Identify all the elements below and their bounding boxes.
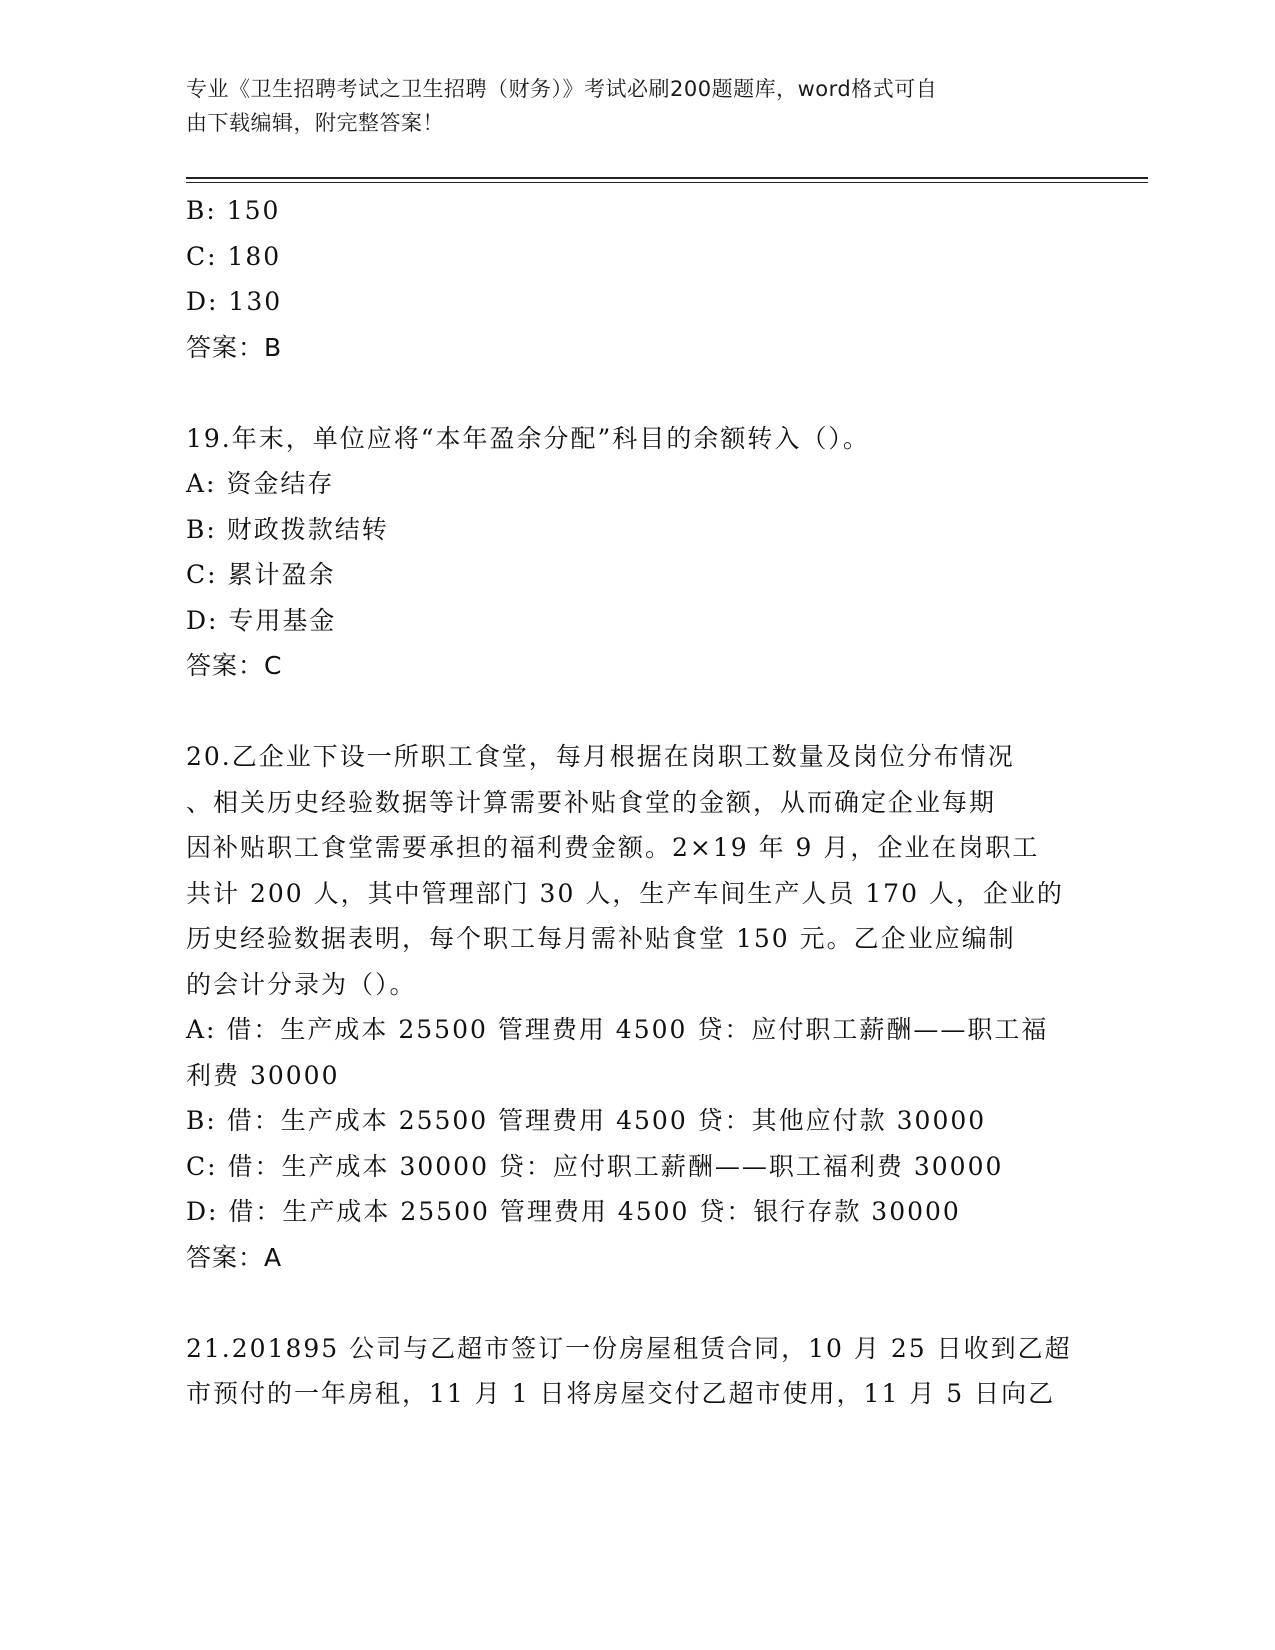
q20-option-b: B: 借：生产成本 25500 管理费用 4500 贷：其他应付款 30000 (186, 1106, 987, 1135)
q19-option-b: B: 财政拨款结转 (186, 514, 389, 544)
q20-option-a-line: A: 借：生产成本 25500 管理费用 4500 贷：应付职工薪酬——职工福 (186, 1015, 1049, 1044)
q18-option-d: D: 130 (186, 287, 283, 316)
q19-option-d: D: 专用基金 (186, 605, 337, 635)
document-body (186, 188, 1086, 1417)
q19-option-c: C: 累计盈余 (186, 560, 336, 589)
header-rule-thick (186, 177, 1148, 179)
q20-stem-line: 历史经验数据表明，每个职工每月需补贴食堂 150 元。乙企业应编制 (186, 924, 1016, 953)
q18-option-b: B: 150 (186, 196, 281, 225)
q20-stem-line: 因补贴职工食堂需要承担的福利费金额。2×19 年 9 月，企业在岗职工 (186, 833, 1040, 862)
spacer (186, 370, 1086, 416)
q20-stem-line: 共计 200 人，其中管理部门 30 人，生产车间生产人员 170 人，企业的 (186, 878, 1064, 908)
q19-answer: 答案：C (186, 651, 283, 680)
q20-option-a-line: 利费 30000 (186, 1060, 340, 1090)
q21-stem-line: 21.201895 公司与乙超市签订一份房屋租赁合同，10 月 25 日收到乙超 (186, 1333, 1072, 1363)
q18-answer: 答案：B (186, 332, 283, 362)
q18-option-c: C: 180 (186, 241, 282, 271)
header-line-1: 专业《卫生招聘考试之卫生招聘（财务）》考试必刷200题题库，word格式可自 (186, 77, 938, 101)
q20-answer: 答案：A (186, 1242, 283, 1272)
header-rule-thin (186, 182, 1148, 183)
q20-option-d: D: 借：生产成本 25500 管理费用 4500 贷：银行存款 30000 (186, 1197, 961, 1226)
spacer (186, 1280, 1086, 1326)
q19-stem: 19.年末，单位应将“本年盈余分配”科目的余额转入（）。 (186, 423, 870, 453)
document-header (186, 72, 1066, 140)
q19-option-a: A: 资金结存 (186, 469, 335, 498)
q20-option-c: C: 借：生产成本 30000 贷：应付职工薪酬——职工福利费 30000 (186, 1151, 1004, 1181)
spacer (186, 689, 1086, 735)
q20-stem-line: 的会计分录为（）。 (186, 969, 417, 999)
q20-stem-line: 20.乙企业下设一所职工食堂，每月根据在岗职工数量及岗位分布情况 (186, 742, 1015, 771)
q20-stem-line: 、相关历史经验数据等计算需要补贴食堂的金额，从而确定企业每期 (186, 787, 997, 817)
q21-stem-line: 市预付的一年房租，11 月 1 日将房屋交付乙超市使用，11 月 5 日向乙 (186, 1379, 1056, 1408)
header-line-2: 由下载编辑，附完整答案！ (186, 111, 444, 135)
